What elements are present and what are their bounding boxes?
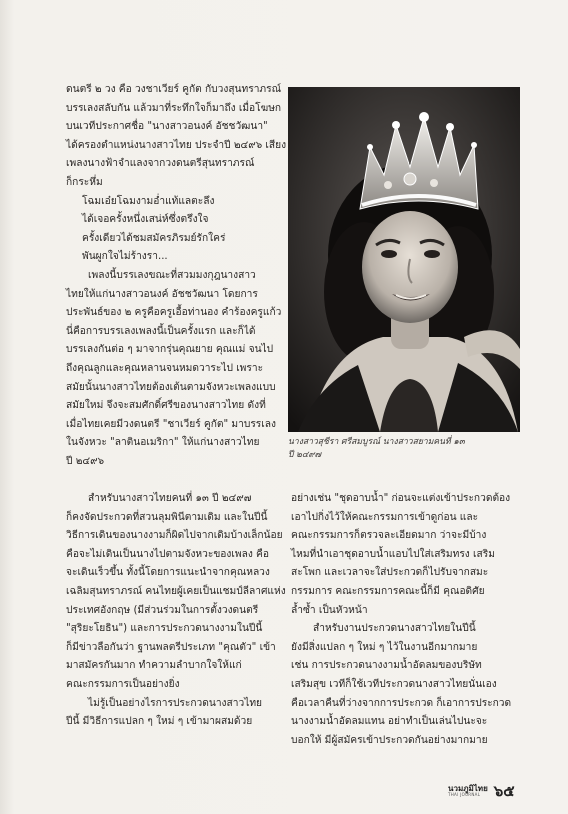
- portrait-photo: [288, 87, 520, 432]
- magazine-logo: [448, 785, 488, 797]
- text-line: เสริมสุข เวทีก็ใช้เวทีประกวดนางสาวไทยนั่นเอง: [291, 678, 497, 690]
- text-line: ล้ำซ้ำ เป็นหัวหน้า: [291, 604, 368, 616]
- text-line: คือเวลาคืนที่ว่างจากการประกวด ก็เอาการประกวด: [291, 697, 512, 709]
- text-line: ปีนี้ มีวิธีการแปลก ๆ ใหม่ ๆ เข้ามาผสมด้วย: [66, 716, 253, 728]
- magazine-name: นวมภูมิไทย: [448, 784, 488, 793]
- text-line: กรรมการ คณะกรรมการคณะนี้ก็มี คุณอดิศัย: [291, 585, 485, 597]
- text-line: พันผูกใจไม่ร้างรา...: [82, 251, 168, 263]
- text-line: ประเทศอังกฤษ (มีส่วนร่วมในการตั้งวงดนตรี: [66, 604, 259, 616]
- article-column-left-bottom: [66, 490, 284, 732]
- text-line: เพลงนางฟ้าจำแลงจากวงดนตรีสุนทราภรณ์: [66, 158, 255, 170]
- text-line: สำหรับงานประกวดนางสาวไทยในปีนี้: [313, 623, 476, 635]
- text-line: บนเวทีประกาศชื่อ "นางสาวอนงค์ อัชชวัฒนา": [66, 121, 268, 133]
- photo-caption: [288, 436, 520, 462]
- text-line: ก็คงจัดประกวดที่สวนลุมพินีตามเดิม และในปีนี้: [66, 511, 268, 523]
- text-line: สมัยนั้นนางสาวไทยต้องเต้นตามจังหวะเพลงแบบ: [66, 381, 276, 393]
- text-line: ไม่รู้เป็นอย่างไรการประกวดนางสาวไทย: [88, 697, 263, 709]
- text-line: ในจังหวะ "ลาตินอเมริกา" ให้แก่นางสาวไทย: [66, 437, 260, 449]
- text-line: สำหรับนางสาวไทยคนที่ ๑๓ ปี ๒๔๙๗: [88, 493, 252, 504]
- magazine-subtitle: THAI JOURNAL: [448, 792, 481, 797]
- text-line: จะเดินเร็วขึ้น ทั้งนี้โดยการแนะนำจากคุณหลวง: [66, 567, 270, 579]
- text-line: ได้ครองตำแหน่งนางสาวไทย ประจำปี ๒๔๙๖ เสียง: [66, 139, 287, 151]
- page-footer: [448, 781, 515, 801]
- text-line: "สุริยะโยธิน") และการประกวดนางงามในปีนี้: [66, 623, 263, 635]
- text-line: บอกให้ มีผู้สมัครเข้าประกวดกันอย่างมากมาย: [291, 734, 488, 746]
- text-line: บรรเลงสลับกัน แล้วมาที่ระทึกใจก็มาถึง เมื่อโฆษก: [66, 102, 282, 114]
- text-line: นี่คือการบรรเลงเพลงนี้เป็นครั้งแรก และก็ได้: [66, 325, 256, 337]
- text-line: คือจะไม่เดินเป็นนางไปตามจังหวะของเพลง คือ: [66, 548, 269, 560]
- text-line: ยังมีสิ่งแปลก ๆ ใหม่ ๆ ไว้ในงานอีกมากมาย: [291, 641, 478, 653]
- caption-line: นางสาวสุชีรา ศรีสมบูรณ์ นางสาวสยามคนที่ ๑๓: [288, 437, 465, 447]
- article-column-right: [291, 490, 519, 750]
- text-line: ได้เจอครั้งหนึ่งเสน่ห์ซึ่งตรึงใจ: [82, 214, 209, 226]
- text-line: เอาไปกิ่งไว้ให้คณะกรรมการเข้าดูก่อน และ: [291, 511, 479, 523]
- text-line: ไหมที่นำเอาชุดอาบน้ำแอบไปใส่เสริมทรง เสริม: [291, 548, 495, 560]
- text-line: ก็กระหึ่ม: [66, 176, 103, 188]
- text-line: โฉมเอ๋ยโฉมงามอ่ำแท้แลตะลึง: [82, 195, 215, 207]
- text-line: เช่น การประกวดนางงามน้ำอัดลมของบริษัท: [291, 660, 482, 672]
- portrait-illustration: [288, 87, 520, 432]
- text-line: อย่างเช่น "ชุดอาบน้ำ" ก่อนจะแต่งเข้าประกวดต้อง: [291, 493, 511, 504]
- text-line: เฉลิมสุนทราภรณ์ คนไทยผู้เคยเป็นแชมป์ลีลาศแห่ง: [66, 585, 286, 597]
- text-line: เมื่อไทยเคยมีวงดนตรี "ชาเวียร์ คูกัต" มาบรรเลง: [66, 418, 276, 430]
- text-line: คณะกรรมการก็ตรวจละเอียดมาก ว่าจะมีบ้าง: [291, 530, 487, 542]
- text-line: ดนตรี ๒ วง คือ วงชาเวียร์ คูกัต กับวงสุนทราภรณ์: [66, 84, 282, 95]
- text-line: ถึงคุณลูกและคุณหลานจนหมดวาระไป เพราะ: [66, 362, 264, 374]
- text-line: ประพันธ์ของ ๒ ครูคือครูเอื้อท่านอง คำร้องครูแก้ว: [66, 307, 282, 319]
- text-line: ปี ๒๔๙๖: [66, 455, 105, 467]
- article-column-left-top: [66, 81, 287, 471]
- text-line: บรรเลงกันต่อ ๆ มาจากรุ่นคุณยาย คุณแม่ จนไป: [66, 344, 274, 356]
- text-line: นางงามน้ำอัดลมแทน อย่าทำเป็นเล่นไปนะจะ: [291, 716, 488, 728]
- text-line: มาสมัครกันมาก ทำความลำบากใจให้แก่: [66, 660, 242, 672]
- caption-line: ปี ๒๔๙๗: [288, 450, 322, 460]
- text-line: เพลงนี้บรรเลงขณะที่สวมมงกุฎนางสาว: [88, 269, 256, 281]
- text-line: ไทยให้แก่นางสาวอนงค์ อัชชวัฒนา โดยการ: [66, 288, 258, 300]
- text-line: สมัยใหม่ จึงจะสมศักดิ์ศรีของนางสาวไทย ดังที่: [66, 400, 266, 412]
- text-line: ครั้งเดียวได้ชมสมัครภิรมย์รักใคร่: [82, 232, 226, 244]
- text-line: สะโพก และเวลาจะใส่ประกวดก็ไปรับจากสมะ: [291, 567, 489, 579]
- text-line: ก็มีข่าวลือกันว่า ฐานพลตรีประเภท "คุณตัว" เข้า: [66, 641, 276, 653]
- text-line: วิธีการเดินของนางงามก็ผิดไปจากเดิมบ้างเล็กน้อย: [66, 530, 283, 542]
- text-line: คณะกรรมการเป็นอย่างยิ่ง: [66, 678, 180, 690]
- page-number: ๖๕: [493, 782, 515, 800]
